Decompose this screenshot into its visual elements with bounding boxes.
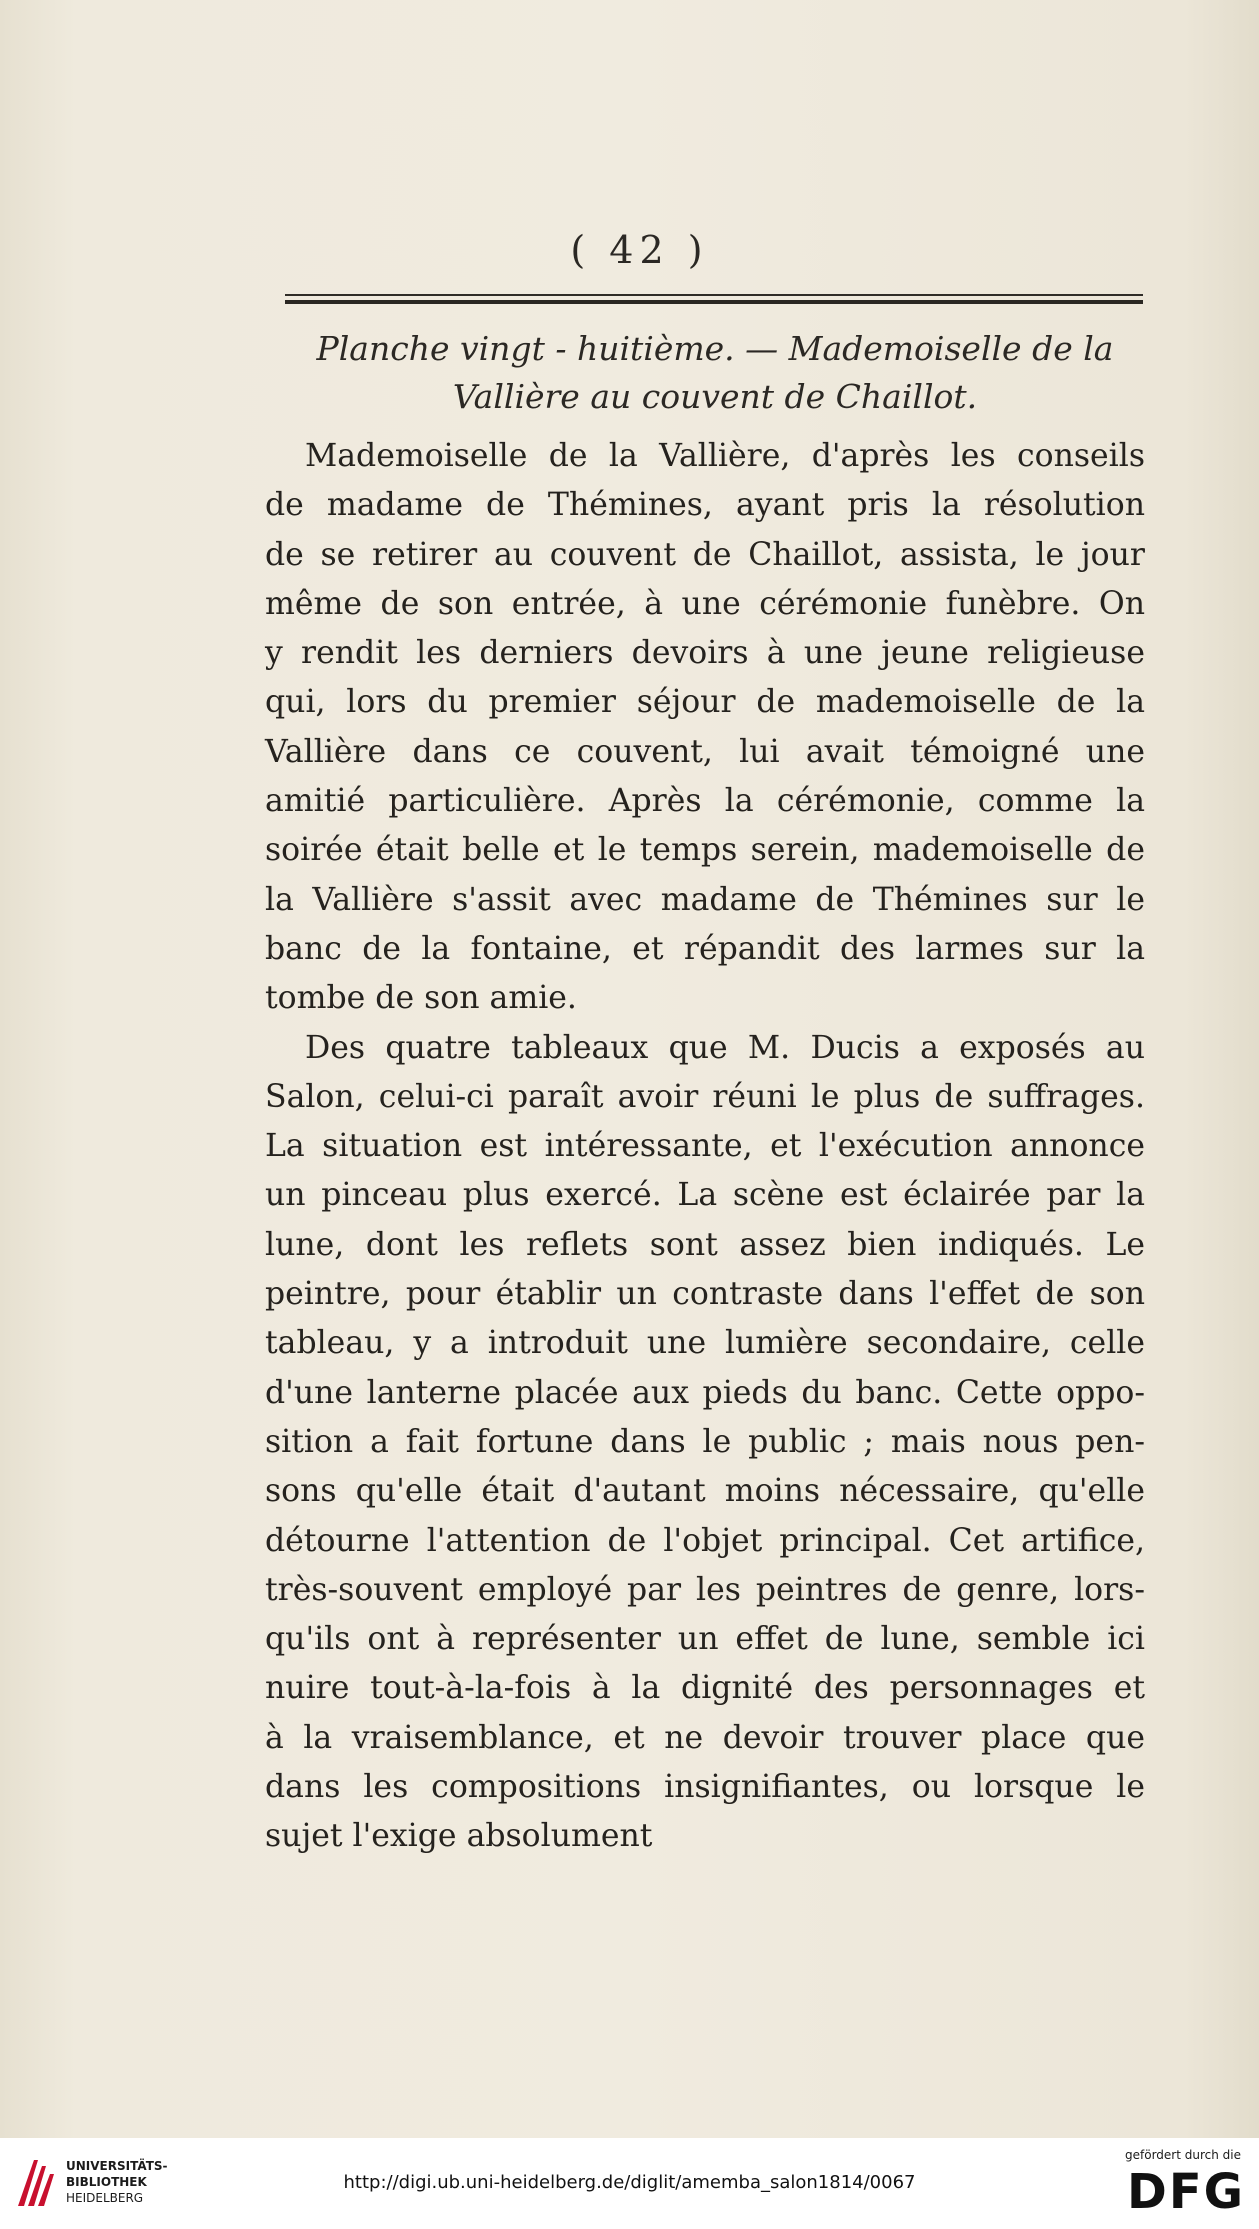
plate-heading-line-1: Planche vingt - huitième. — Mademoiselle de la: [316, 329, 1114, 368]
text-line: y rendit les derniers devoirs à une jeune religieuse: [265, 635, 1145, 672]
text-line: dans les compositions insignifiantes, ou lorsque le: [265, 1769, 1145, 1806]
text-line: banc de la fontaine, et répandit des larmes sur la: [265, 930, 1145, 967]
text-line: de se retirer au couvent de Chaillot, assista, le jour: [265, 536, 1145, 573]
text-line: même de son entrée, à une cérémonie funèbre. On: [265, 585, 1145, 622]
library-name: UNIVERSITÄTS- BIBLIOTHEK HEIDELBERG: [66, 2159, 168, 2205]
text-line: Des quatre tableaux que M. Ducis a exposés au: [305, 1029, 1145, 1066]
header-double-rule: [285, 294, 1143, 304]
text-line: sujet l'exige absolument: [265, 1818, 653, 1855]
viewer-footer: [0, 2138, 1259, 2229]
text-line: tombe de son amie.: [265, 980, 577, 1017]
text-line: sition a fait fortune dans le public ; mais nous pen-: [265, 1423, 1145, 1460]
text-line: soirée était belle et le temps serein, mademoiselle de: [265, 832, 1145, 869]
text-line: Salon, celui-ci paraît avoir réuni le plus de suffrages.: [265, 1078, 1145, 1115]
plate-heading: [280, 325, 1150, 421]
text-line: sons qu'elle était d'autant moins nécessaire, qu'elle: [265, 1473, 1145, 1510]
text-line: amitié particulière. Après la cérémonie, comme la: [265, 783, 1145, 820]
text-line: lune, dont les reflets sont assez bien indiqués. Le: [265, 1226, 1145, 1263]
text-line: qu'ils ont à représenter un effet de lune, semble ici: [265, 1621, 1145, 1658]
text-line: Mademoiselle de la Vallière, d'après les conseils: [305, 438, 1145, 474]
text-line: qui, lors du premier séjour de mademoiselle de la: [265, 684, 1145, 721]
dfg-logo: DFG: [1126, 2164, 1245, 2220]
text-line: La situation est intéressante, et l'exécution annonce: [265, 1128, 1145, 1165]
digital-object-link[interactable]: http://digi.ub.uni-heidelberg.de/diglit/amemba_salon1814/0067: [343, 2172, 916, 2193]
text-line: d'une lanterne placée aux pieds du banc. Cette oppo-: [265, 1374, 1145, 1411]
text-line: à la vraisemblance, et ne devoir trouver place que: [265, 1719, 1145, 1756]
text-line: peintre, pour établir un contraste dans l'effet de son: [265, 1276, 1145, 1313]
text-line: tableau, y a introduit une lumière secondaire, celle: [265, 1325, 1145, 1362]
body-text: [265, 432, 1145, 1862]
text-line: la Vallière s'assit avec madame de Thémines sur le: [265, 881, 1145, 918]
funded-by-label: gefördert durch die: [1125, 2148, 1241, 2162]
page-number: ( 42 ): [570, 228, 709, 272]
text-line: détourne l'attention de l'objet principal. Cet artifice,: [265, 1522, 1145, 1559]
text-line: de madame de Thémines, ayant pris la résolution: [265, 487, 1145, 524]
text-line: nuire tout-à-la-fois à la dignité des personnages et: [265, 1670, 1145, 1707]
text-line: Vallière dans ce couvent, lui avait témoigné une: [265, 733, 1145, 770]
text-line: très-souvent employé par les peintres de genre, lors-: [265, 1571, 1145, 1608]
plate-heading-line-2: Vallière au couvent de Chaillot.: [452, 377, 978, 416]
text-line: un pinceau plus exercé. La scène est éclairée par la: [265, 1177, 1145, 1214]
